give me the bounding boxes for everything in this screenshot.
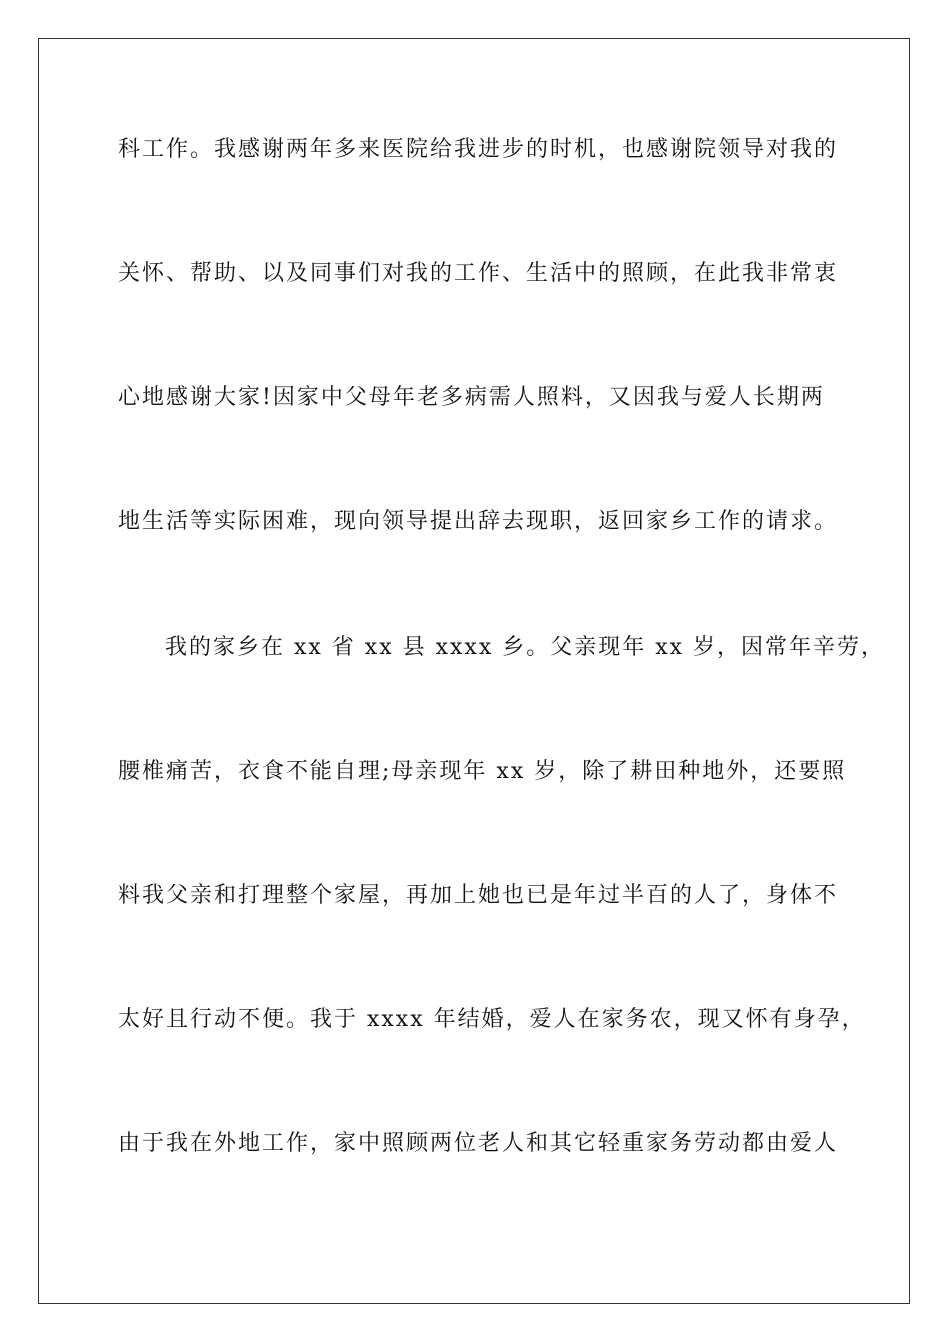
text-line-8: 太好且行动不便。我于 xxxx 年结婚，爱人在家务农，现又怀有身孕， bbox=[118, 1007, 866, 1032]
text-line-4: 地生活等实际困难，现向领导提出辞去现职，返回家乡工作的请求。 bbox=[118, 509, 839, 534]
paragraph-start-line: 我的家乡在 xx 省 xx 县 xxxx 乡。父亲现年 xx 岁，因常年辛劳， bbox=[165, 635, 886, 660]
text-line-7: 料我父亲和打理整个家屋，再加上她也已是年过半百的人了，身体不 bbox=[118, 883, 839, 908]
text-line-9: 由于我在外地工作，家中照顾两位老人和其它轻重家务劳动都由爱人 bbox=[118, 1131, 839, 1156]
text-line-1: 科工作。我感谢两年多来医院给我进步的时机，也感谢院领导对我的 bbox=[118, 137, 839, 162]
text-line-6: 腰椎痛苦，衣食不能自理;母亲现年 xx 岁，除了耕田种地外，还要照 bbox=[118, 759, 847, 784]
text-line-3: 心地感谢大家!因家中父母年老多病需人照料，又因我与爱人长期两 bbox=[118, 385, 825, 410]
page-frame bbox=[38, 38, 910, 1304]
text-line-2: 关怀、帮助、以及同事们对我的工作、生活中的照顾，在此我非常衷 bbox=[118, 261, 839, 286]
